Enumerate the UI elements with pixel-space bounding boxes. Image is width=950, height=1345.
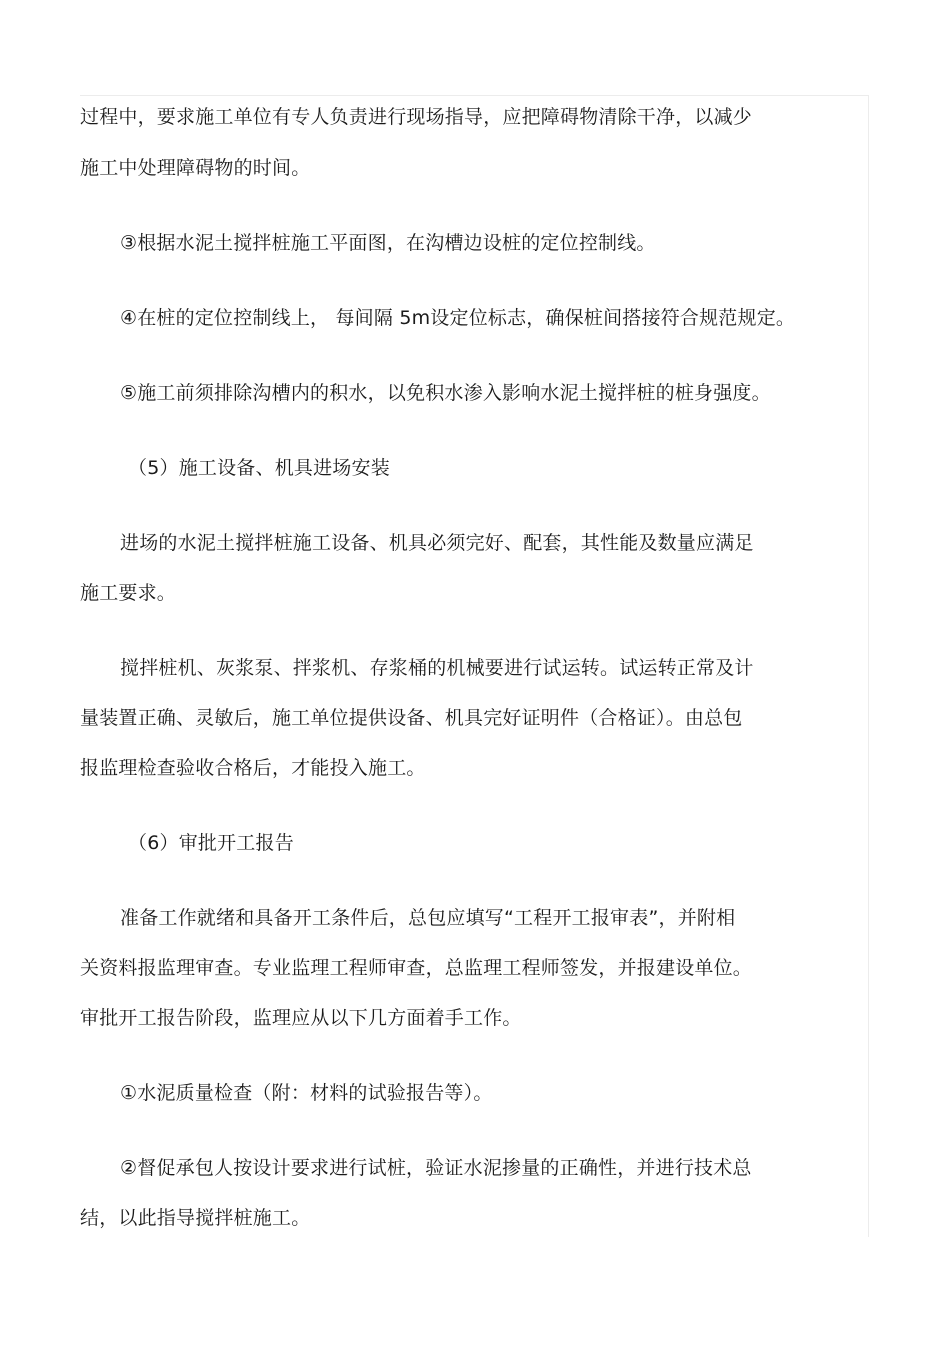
list-item-1: ①水泥质量检查（附：材料的试验报告等）。 (120, 1082, 493, 1104)
paragraph-line: 量装置正确、灵敏后，施工单位提供设备、机具完好证明件（合格证）。由总包 (80, 707, 743, 729)
paragraph-line: 结，以此指导搅拌桩施工。 (80, 1207, 311, 1229)
paragraph-line: 关资料报监理审查。专业监理工程师审查，总监理工程师签发，并报建设单位。 (80, 957, 753, 979)
list-item-4: ④在桩的定位控制线上， 每间隔 5m设定位标志，确保桩间搭接符合规范规定。 (120, 307, 796, 329)
paragraph-line: 施工要求。 (80, 582, 177, 604)
paragraph-line: 施工中处理障碍物的时间。 (80, 157, 311, 179)
list-item-3: ③根据水泥土搅拌桩施工平面图，在沟槽边设桩的定位控制线。 (120, 232, 656, 254)
paragraph-line: 搅拌桩机、灰浆泵、拌浆机、存浆桶的机械要进行试运转。试运转正常及计 (120, 657, 754, 679)
list-item-2: ②督促承包人按设计要求进行试桩，验证水泥掺量的正确性，并进行技术总 (120, 1157, 752, 1179)
section-heading-5: （5）施工设备、机具进场安装 (128, 457, 390, 479)
paragraph-line: 审批开工报告阶段，监理应从以下几方面着手工作。 (80, 1007, 522, 1029)
section-heading-6: （6）审批开工报告 (128, 832, 294, 854)
paragraph-line: 过程中，要求施工单位有专人负责进行现场指导，应把障碍物清除干净，以减少 (80, 106, 753, 128)
paragraph-line: 准备工作就绪和具备开工条件后，总包应填写“工程开工报审表”，并附相 (120, 907, 736, 929)
paragraph-line: 报监理检查验收合格后，才能投入施工。 (80, 757, 426, 779)
paragraph-line: 进场的水泥土搅拌桩施工设备、机具必须完好、配套，其性能及数量应满足 (120, 532, 754, 554)
list-item-5: ⑤施工前须排除沟槽内的积水，以免积水渗入影响水泥土搅拌桩的桩身强度。 (120, 382, 771, 404)
